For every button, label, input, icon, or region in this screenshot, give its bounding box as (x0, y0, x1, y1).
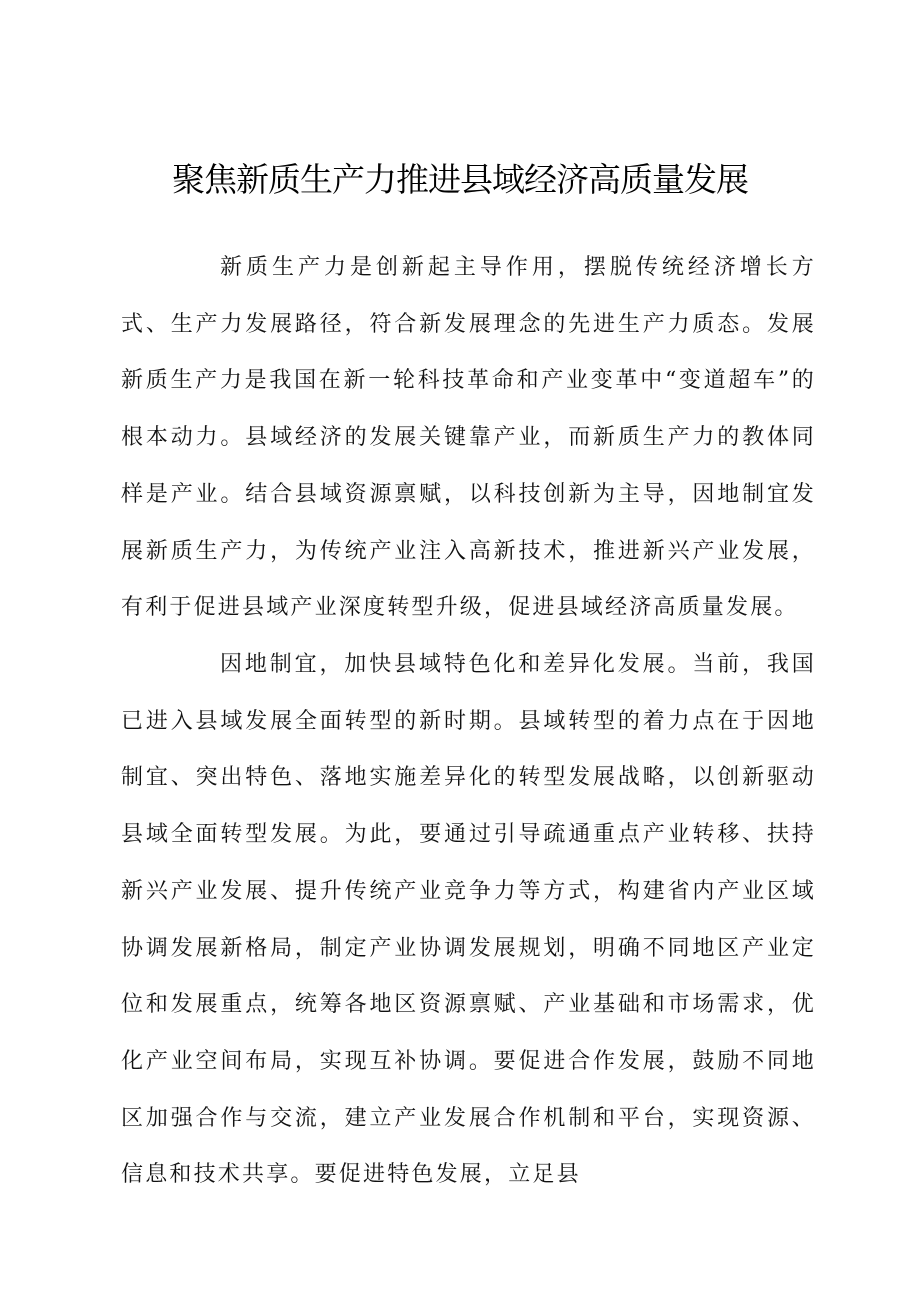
paragraph-1: 新质生产力是创新起主导作用，摆脱传统经济增长方式、生产力发展路径，符合新发展理念的先进生产力质态。发展新质生产力是我国在新一轮科技革命和产业变革中“变道超车”的根本动力。县域经济的发展关键靠产业，而新质生产力的教体同样是产业。结合县域资源禀赋，以科技创新为主导，因地制宜发展新质生产力，为传统产业注入高新技术，推进新兴产业发展，有利于促进县域产业深度转型升级，促进县域经济高质量发展。 (121, 255, 816, 621)
paragraph-2: 因地制宜，加快县域特色化和差异化发展。当前，我国已进入县域发展全面转型的新时期。县域转型的着力点在于因地制宜、突出特色、落地实施差异化的转型发展战略，以创新驱动县域全面转型发展。为此，要通过引导疏通重点产业转移、扶持新兴产业发展、提升传统产业竞争力等方式，构建省内产业区域协调发展新格局，制定产业协调发展规划，明确不同地区产业定位和发展重点，统筹各地区资源禀赋、产业基础和市场需求，优化产业空间布局，实现互补协调。要促进合作发展，鼓励不同地区加强合作与交流，建立产业发展合作机制和平台，实现资源、信息和技术共享。要促进特色发展，立足县 (121, 652, 816, 1188)
document-title: 聚焦新质生产力推进县域经济高质量发展 (172, 160, 748, 199)
